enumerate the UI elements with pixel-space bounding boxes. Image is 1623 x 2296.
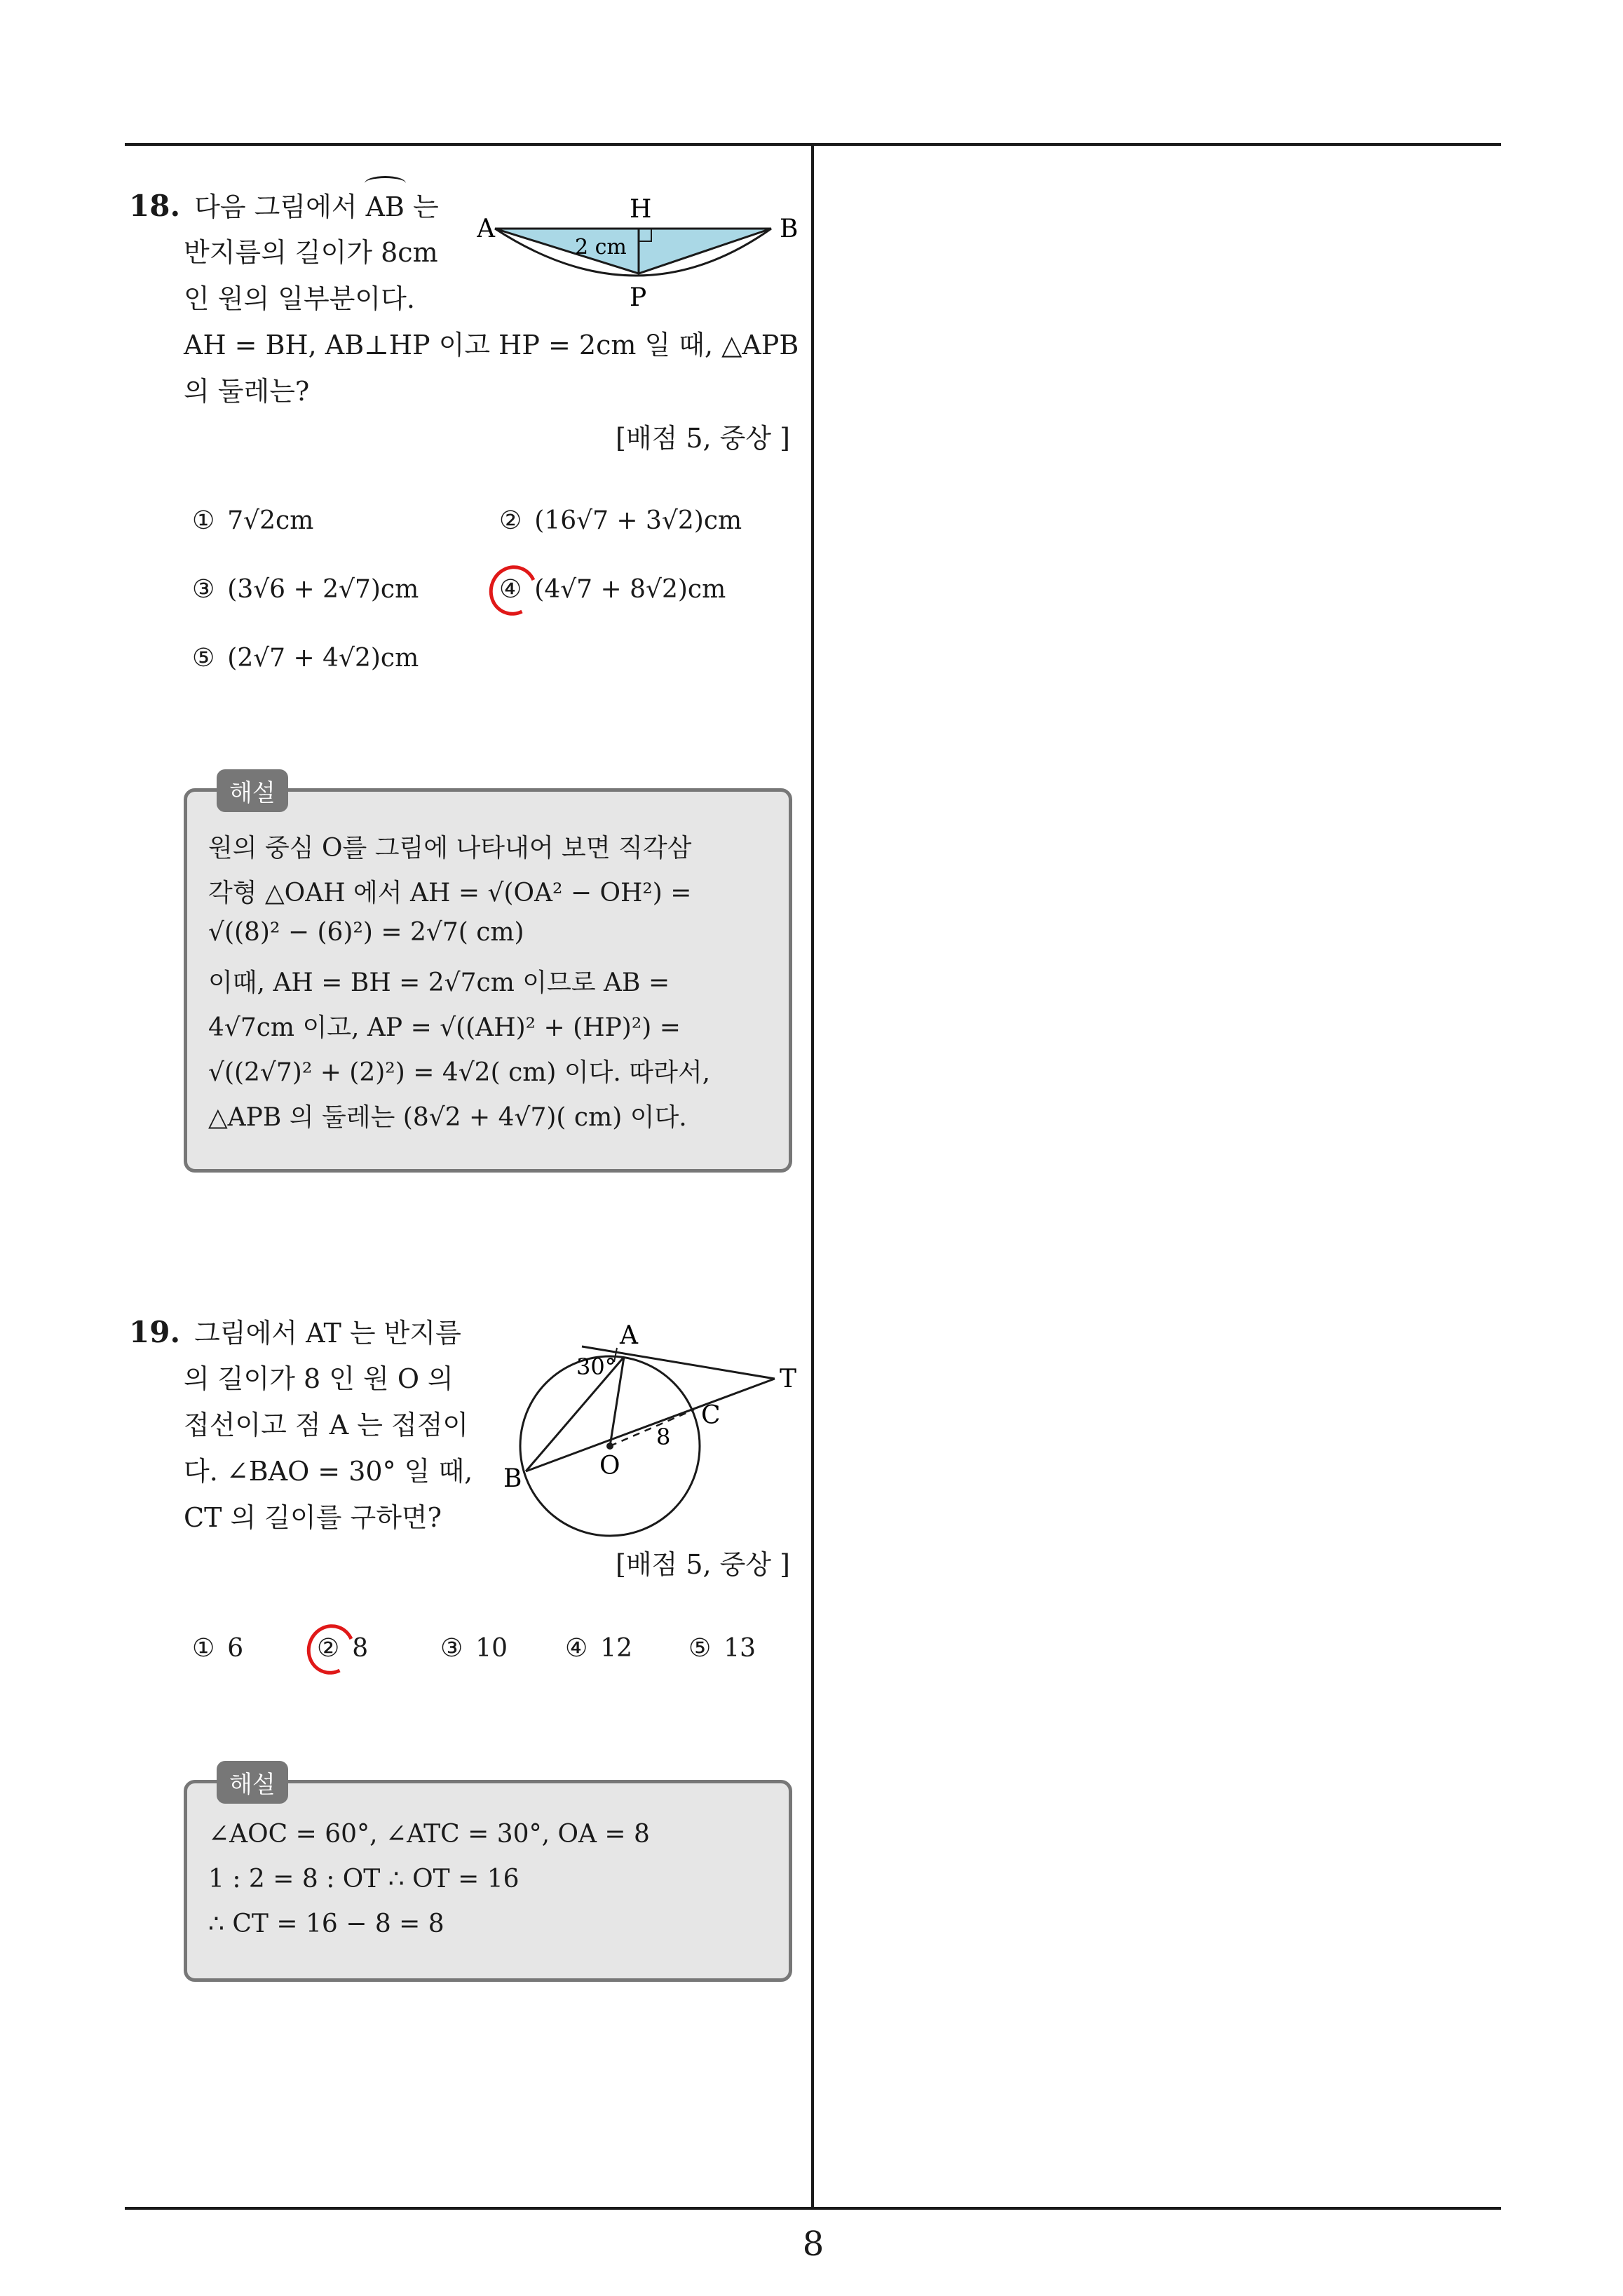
p19-figure [491,1318,813,1550]
label-o: O [599,1452,620,1480]
p19-score: [배점 5, 중상 ] [616,1549,790,1580]
label-h: H [630,195,652,224]
segment-bt [526,1379,775,1471]
p19-solution-tag: 해설 [217,1761,288,1804]
p19-solution-line: 1 : 2 = 8 : OT ∴ OT = 16 [208,1865,520,1893]
p18-solution-line: √((2√7)² + (2)²) = 4√2( cm) 이다. 따라서, [208,1058,711,1087]
p19-number: 19. [129,1315,181,1349]
p19-choice-3[interactable]: ③ 10 [440,1634,508,1663]
p18-stem-line-3: 인 원의 일부분이다. [184,283,415,314]
p18-solution-line: △APB 의 둘레는 (8√2 + 4√7)( cm) 이다. [208,1103,687,1132]
p19-stem-line-5: CT 의 길이를 구하면? [184,1502,442,1533]
p18-solution-box [184,779,792,1173]
p19-stem-line-2: 의 길이가 8 인 원 O 의 [184,1363,454,1394]
p18-figure [477,189,813,309]
p18-number: 18. [129,189,181,223]
bottom-rule [125,2207,1501,2210]
p18-stem-line-4: AH = BH, AB⊥HP 이고 HP = 2cm 일 때, △APB [184,330,799,360]
p18-solution-line: 이때, AH = BH = 2√7cm 이므로 AB = [208,968,670,997]
p19-choice-1[interactable]: ① 6 [192,1634,244,1663]
p18-stem-line-1: 18. 다음 그림에서 AB 는 [129,184,439,229]
p18-score: [배점 5, 중상 ] [616,423,790,454]
p18-solution-line: 4√7cm 이고, AP = √((AH)² + (HP)²) = [208,1013,681,1042]
label-2cm: 2 cm [575,235,627,259]
label-c: C [701,1401,721,1430]
p19-solution-line: ∠AOC = 60°, ∠ATC = 30°, OA = 8 [208,1820,650,1849]
column-divider [811,144,814,2208]
radius-oc [610,1410,694,1446]
p19-stem-line-3: 접선이고 점 A 는 접점이 [184,1410,469,1440]
arc-ab: AB [366,184,405,229]
label-a: A [620,1321,638,1350]
label-t: T [780,1365,797,1393]
label-p: P [630,283,647,309]
label-b: B [503,1464,522,1493]
p19-choice-5[interactable]: ⑤ 13 [688,1634,756,1663]
p19-choice-4[interactable]: ④ 12 [565,1634,633,1663]
p18-solution-line: 각형 △OAH 에서 AH = √(OA² − OH²) = [208,879,692,907]
label-8: 8 [656,1424,671,1450]
p18-choice-3[interactable]: ③ (3√6 + 2√7)cm [192,575,419,604]
label-30deg: 30° [576,1353,616,1380]
answer-circle-mark [300,1618,362,1682]
p18-choice-4[interactable]: ④ (4√7 + 8√2)cm [499,575,726,604]
page-number: 8 [802,2224,824,2264]
p19-stem-line-4: 다. ∠BAO = 30° 일 때, [184,1456,473,1487]
p18-stem-line-5: 의 둘레는? [184,376,310,407]
p19-stem-line-1: 19. 그림에서 AT 는 반지름 [129,1315,461,1349]
p18-solution-line: √((8)² − (6)²) = 2√7( cm) [208,918,524,947]
label-a: A [477,215,495,243]
p18-solution-tag: 해설 [217,769,288,812]
center-point [606,1443,613,1450]
answer-circle-mark [482,559,545,623]
p18-choice-2[interactable]: ② (16√7 + 3√2)cm [499,506,742,535]
p19-choice-2[interactable]: ② 8 [317,1634,369,1663]
p19-solution-line: ∴ CT = 16 − 8 = 8 [208,1910,444,1938]
p18-stem-line-2: 반지름의 길이가 8cm [184,237,438,268]
p18-choice-1[interactable]: ① 7√2cm [192,506,314,535]
p18-solution-line: 원의 중심 O를 그림에 나타내어 보면 직각삼 [208,834,692,863]
p18-choice-5[interactable]: ⑤ (2√7 + 4√2)cm [192,644,419,673]
label-b: B [780,215,799,243]
p19-solution-box [184,1771,792,1982]
